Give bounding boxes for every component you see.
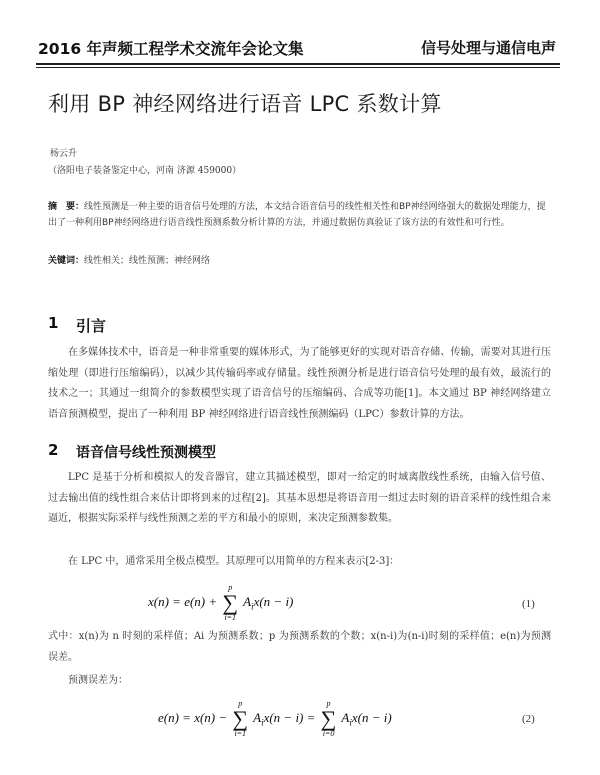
keywords-text: 线性相关；线性预测；神经网络 [84, 256, 211, 266]
affiliation: （洛阳电子装备鉴定中心，河南 济源 459000） [48, 166, 242, 176]
section-2-paragraph-1: LPC 是基于分析和模拟人的发音器官，建立其描述模型，即对一给定的时域离散线性系统，由输入信号值、过去输出值的线性组合来估计即将到来的过程[2]。其基本思想是将语音用一组过去时刻的语音采样的线性组合来逼近，根据实际采样与线性预测之差的平方和最小的原则，来决定预测参数集。 [48, 472, 551, 524]
keywords [48, 253, 210, 266]
equation-2: e(n) = x(n) − p ∑ i=1 $A_ix(n - i)$ = p ∑ i=0 $A_ix(n - i)$ [158, 699, 392, 738]
abstract-text: 线性预测是一种主要的语音信号处理的方法，本文结合语音信号的线性相关性和BP神经网络强大的数据处理能力，提出了一种利用BP神经网络进行语音线性预测系数分析计算的方法，并通过数据仿真验证了该方法的有效性和可行性。 [48, 202, 546, 228]
proceedings-header: 2016 年声频工程学术交流年会论文集 [38, 40, 304, 58]
section-1-title: 引言 [76, 317, 107, 335]
summation-symbol: p ∑ i=1 [222, 583, 239, 622]
equation-2-number: (2) [522, 713, 535, 725]
section-2-title: 语音信号线性预测模型 [76, 445, 216, 461]
header-rule-thick [36, 63, 560, 65]
section-2-paragraph-2: 在 LPC 中，通常采用全极点模型。其原理可以用简单的方程来表示[2-3]： [68, 556, 400, 567]
section-header: 信号处理与通信电声 [420, 39, 556, 57]
section-2-paragraph-3: 式中：x(n)为 n 时刻的采样值；Ai 为预测系数；p 为预测系数的个数；x(n-i)为(n-i)时刻的采样值；e(n)为预测误差。 [48, 631, 551, 663]
summation-symbol: p ∑ i=1 [232, 699, 249, 738]
header-rule-thin [36, 67, 560, 68]
author: 杨云升 [50, 149, 78, 159]
section-2-paragraph-4: 预测误差为： [68, 675, 128, 686]
abstract [48, 199, 551, 231]
summation-symbol: p ∑ i=0 [320, 699, 337, 738]
equation-1-number: (1) [522, 598, 535, 610]
section-1-paragraph-1: 在多媒体技术中，语音是一种非常重要的媒体形式，为了能够更好的实现对语音存储、传输，需要对其进行压缩处理（即进行压缩编码），以减少其传输码率或存储量。线性预测分析是进行语音信号处理的最有效，最流行的技术之一；其通过一组简介的参数模型实现了语音信号的压缩编码、合成等功能[1]。本文通过 BP 神经网络建立语音预测模型，提出了一种利用 BP 神经网络进行语音线性预测编码（LPC）参数计算的方法。 [48, 347, 551, 420]
abstract-label: 摘 要： [48, 202, 85, 212]
keywords-label: 关键词： [48, 256, 85, 266]
section-1-number: 1 [48, 314, 59, 332]
equation-1: x(n) = e(n) + p ∑ i=1 $A_ix(n - i)$ [148, 583, 294, 622]
paper-title: 利用 BP 神经网络进行语音 LPC 系数计算 [48, 92, 442, 116]
equation-2-lhs: e(n) = x(n) − [158, 709, 228, 725]
section-2-number: 2 [48, 441, 59, 459]
equation-1-lhs: x(n) = e(n) + [148, 593, 218, 609]
